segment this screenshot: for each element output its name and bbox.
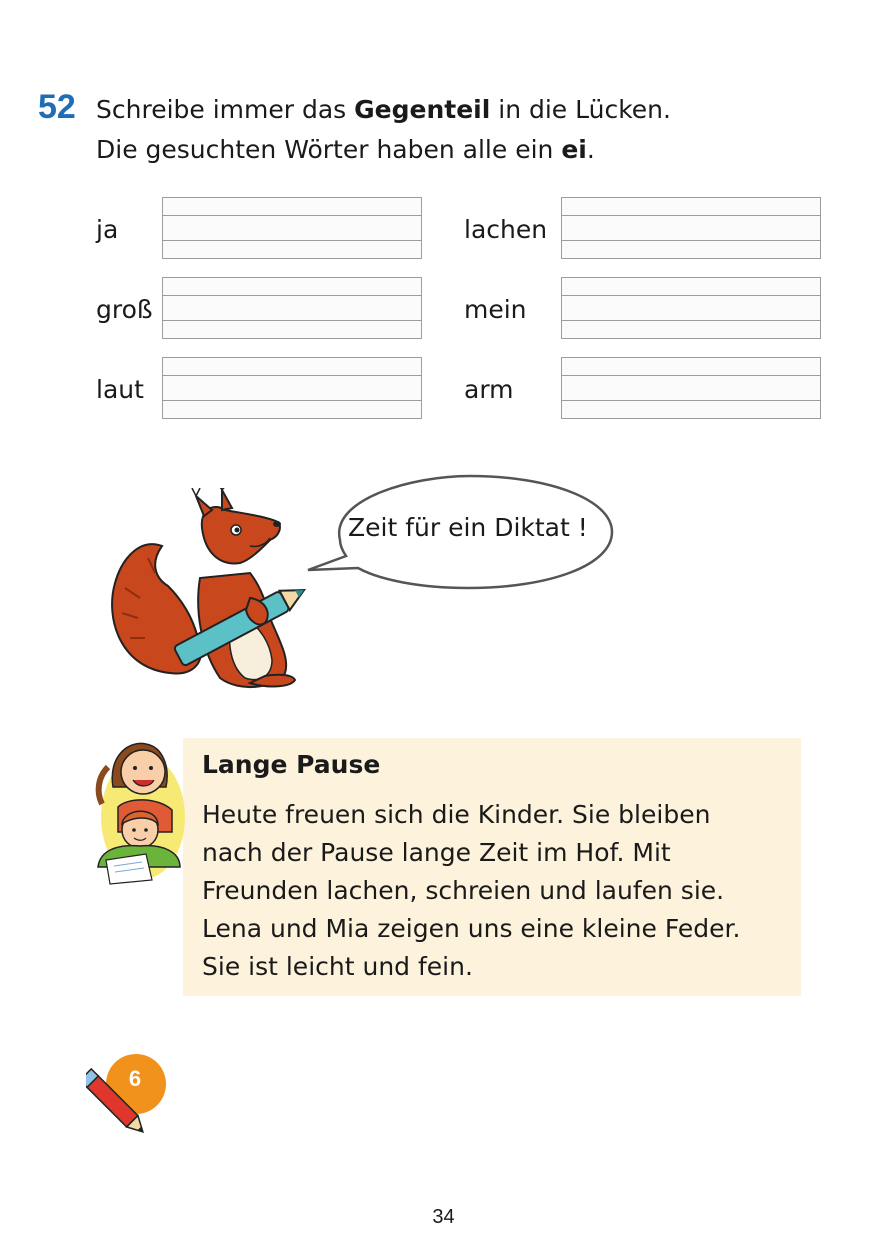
story-line-4: Lena und Mia zeigen uns eine kleine Feder. bbox=[202, 914, 741, 943]
page-number: 34 bbox=[432, 1206, 455, 1228]
squirrel-illustration bbox=[100, 488, 315, 698]
story-line-5: Sie ist leicht und fein. bbox=[202, 952, 473, 981]
writing-lines-arm[interactable] bbox=[561, 357, 821, 419]
writing-lines-laut[interactable] bbox=[162, 357, 422, 419]
writing-lines-lachen[interactable] bbox=[561, 197, 821, 259]
speech-bubble-text: Zeit für ein Diktat ! bbox=[348, 513, 588, 542]
story-line-3: Freunden lachen, schreien und laufen sie. bbox=[202, 876, 725, 905]
exercise-instruction bbox=[96, 90, 671, 170]
badge-number: 6 bbox=[128, 1066, 142, 1091]
story-line-2: nach der Pause lange Zeit im Hof. Mit bbox=[202, 838, 671, 867]
word-arm: arm bbox=[464, 375, 514, 404]
writing-lines-mein[interactable] bbox=[561, 277, 821, 339]
word-gross: groß bbox=[96, 295, 153, 324]
exercise-number: 52 bbox=[38, 88, 76, 126]
word-mein: mein bbox=[464, 295, 527, 324]
instruction-line-1: Schreibe immer das Gegenteil in die Lücken. bbox=[96, 95, 671, 124]
writing-lines-ja[interactable] bbox=[162, 197, 422, 259]
pencil-icon bbox=[86, 1050, 168, 1138]
writing-lines-gross[interactable] bbox=[162, 277, 422, 339]
children-illustration bbox=[88, 732, 188, 887]
word-ja: ja bbox=[96, 215, 119, 244]
story-line-1: Heute freuen sich die Kinder. Sie bleiben bbox=[202, 800, 711, 829]
story-title: Lange Pause bbox=[202, 750, 381, 779]
word-lachen: lachen bbox=[464, 215, 548, 244]
word-laut: laut bbox=[96, 375, 144, 404]
instruction-line-2: Die gesuchten Wörter haben alle ein ei. bbox=[96, 135, 595, 164]
